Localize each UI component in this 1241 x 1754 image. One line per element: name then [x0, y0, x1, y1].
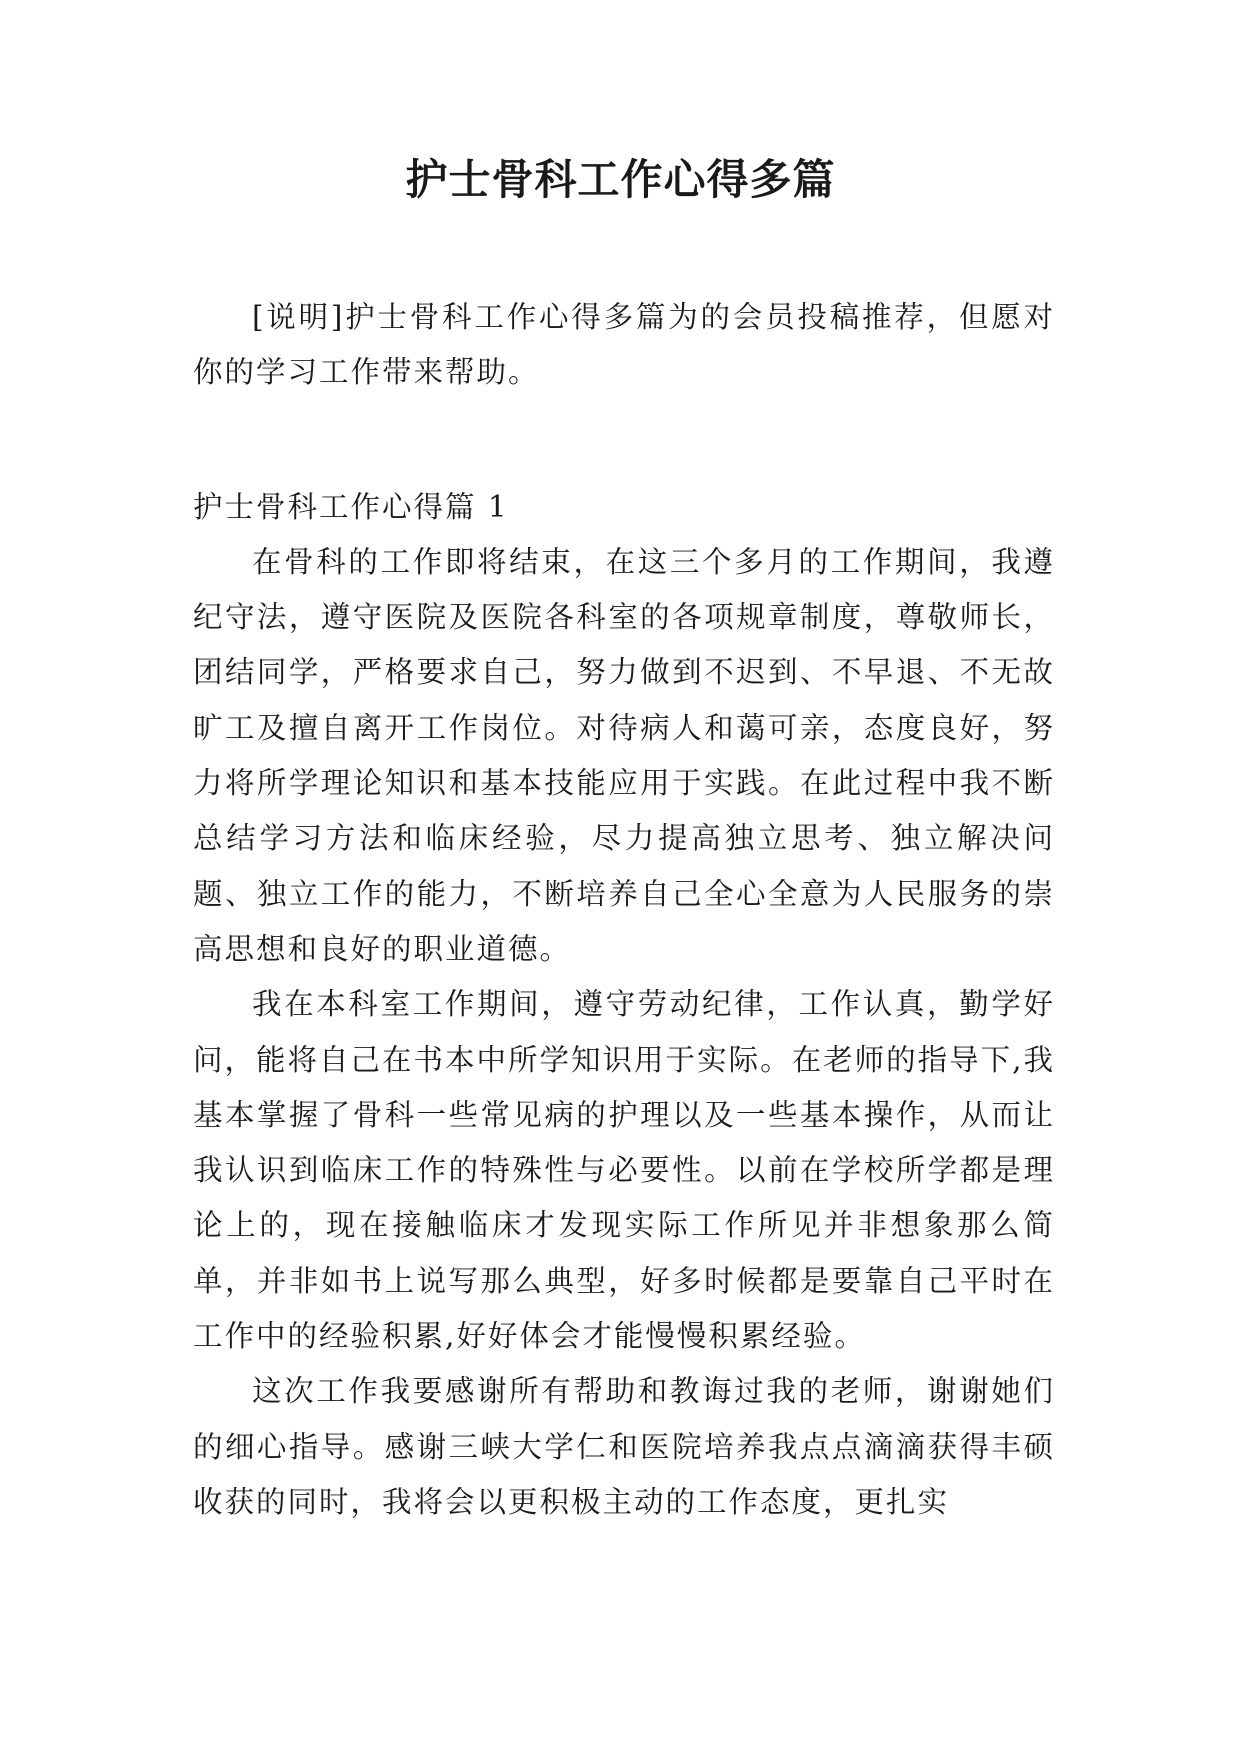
document-body	[193, 290, 1055, 1530]
body-paragraph-2: 我在本科室工作期间，遵守劳动纪律，工作认真，勤学好问，能将自己在书本中所学知识用于实际。在老师的指导下,我基本掌握了骨科一些常见病的护理以及一些基本操作，从而让我认识到临床工作的特殊性与必要性。以前在学校所学都是理论上的，现在接触临床才发现实际工作所见并非想象那么简单，并非如书上说写那么典型，好多时候都是要靠自己平时在工作中的经验积累,好好体会才能慢慢积累经验。	[193, 987, 1055, 1354]
section-heading: 护士骨科工作心得篇 1	[193, 489, 509, 524]
document-title: 护士骨科工作心得多篇	[405, 155, 836, 204]
intro-paragraph: [说明]护士骨科工作心得多篇为的会员投稿推荐，但愿对你的学习工作带来帮助。	[193, 300, 1055, 390]
body-paragraph-3: 这次工作我要感谢所有帮助和教诲过我的老师，谢谢她们的细心指导。感谢三峡大学仁和医院培养我点点滴滴获得丰硕收获的同时，我将会以更积极主动的工作态度，更扎实	[193, 1374, 1055, 1519]
body-paragraph-1: 在骨科的工作即将结束，在这三个多月的工作期间，我遵纪守法，遵守医院及医院各科室的各项规章制度，尊敬师长，团结同学，严格要求自己，努力做到不迟到、不早退、不无故旷工及擅自离开工作岗位。对待病人和蔼可亲，态度良好，努力将所学理论知识和基本技能应用于实践。在此过程中我不断总结学习方法和临床经验，尽力提高独立思考、独立解决问题、独立工作的能力，不断培养自己全心全意为人民服务的崇高思想和良好的职业道德。	[193, 544, 1055, 966]
section-spacer	[193, 401, 1055, 480]
